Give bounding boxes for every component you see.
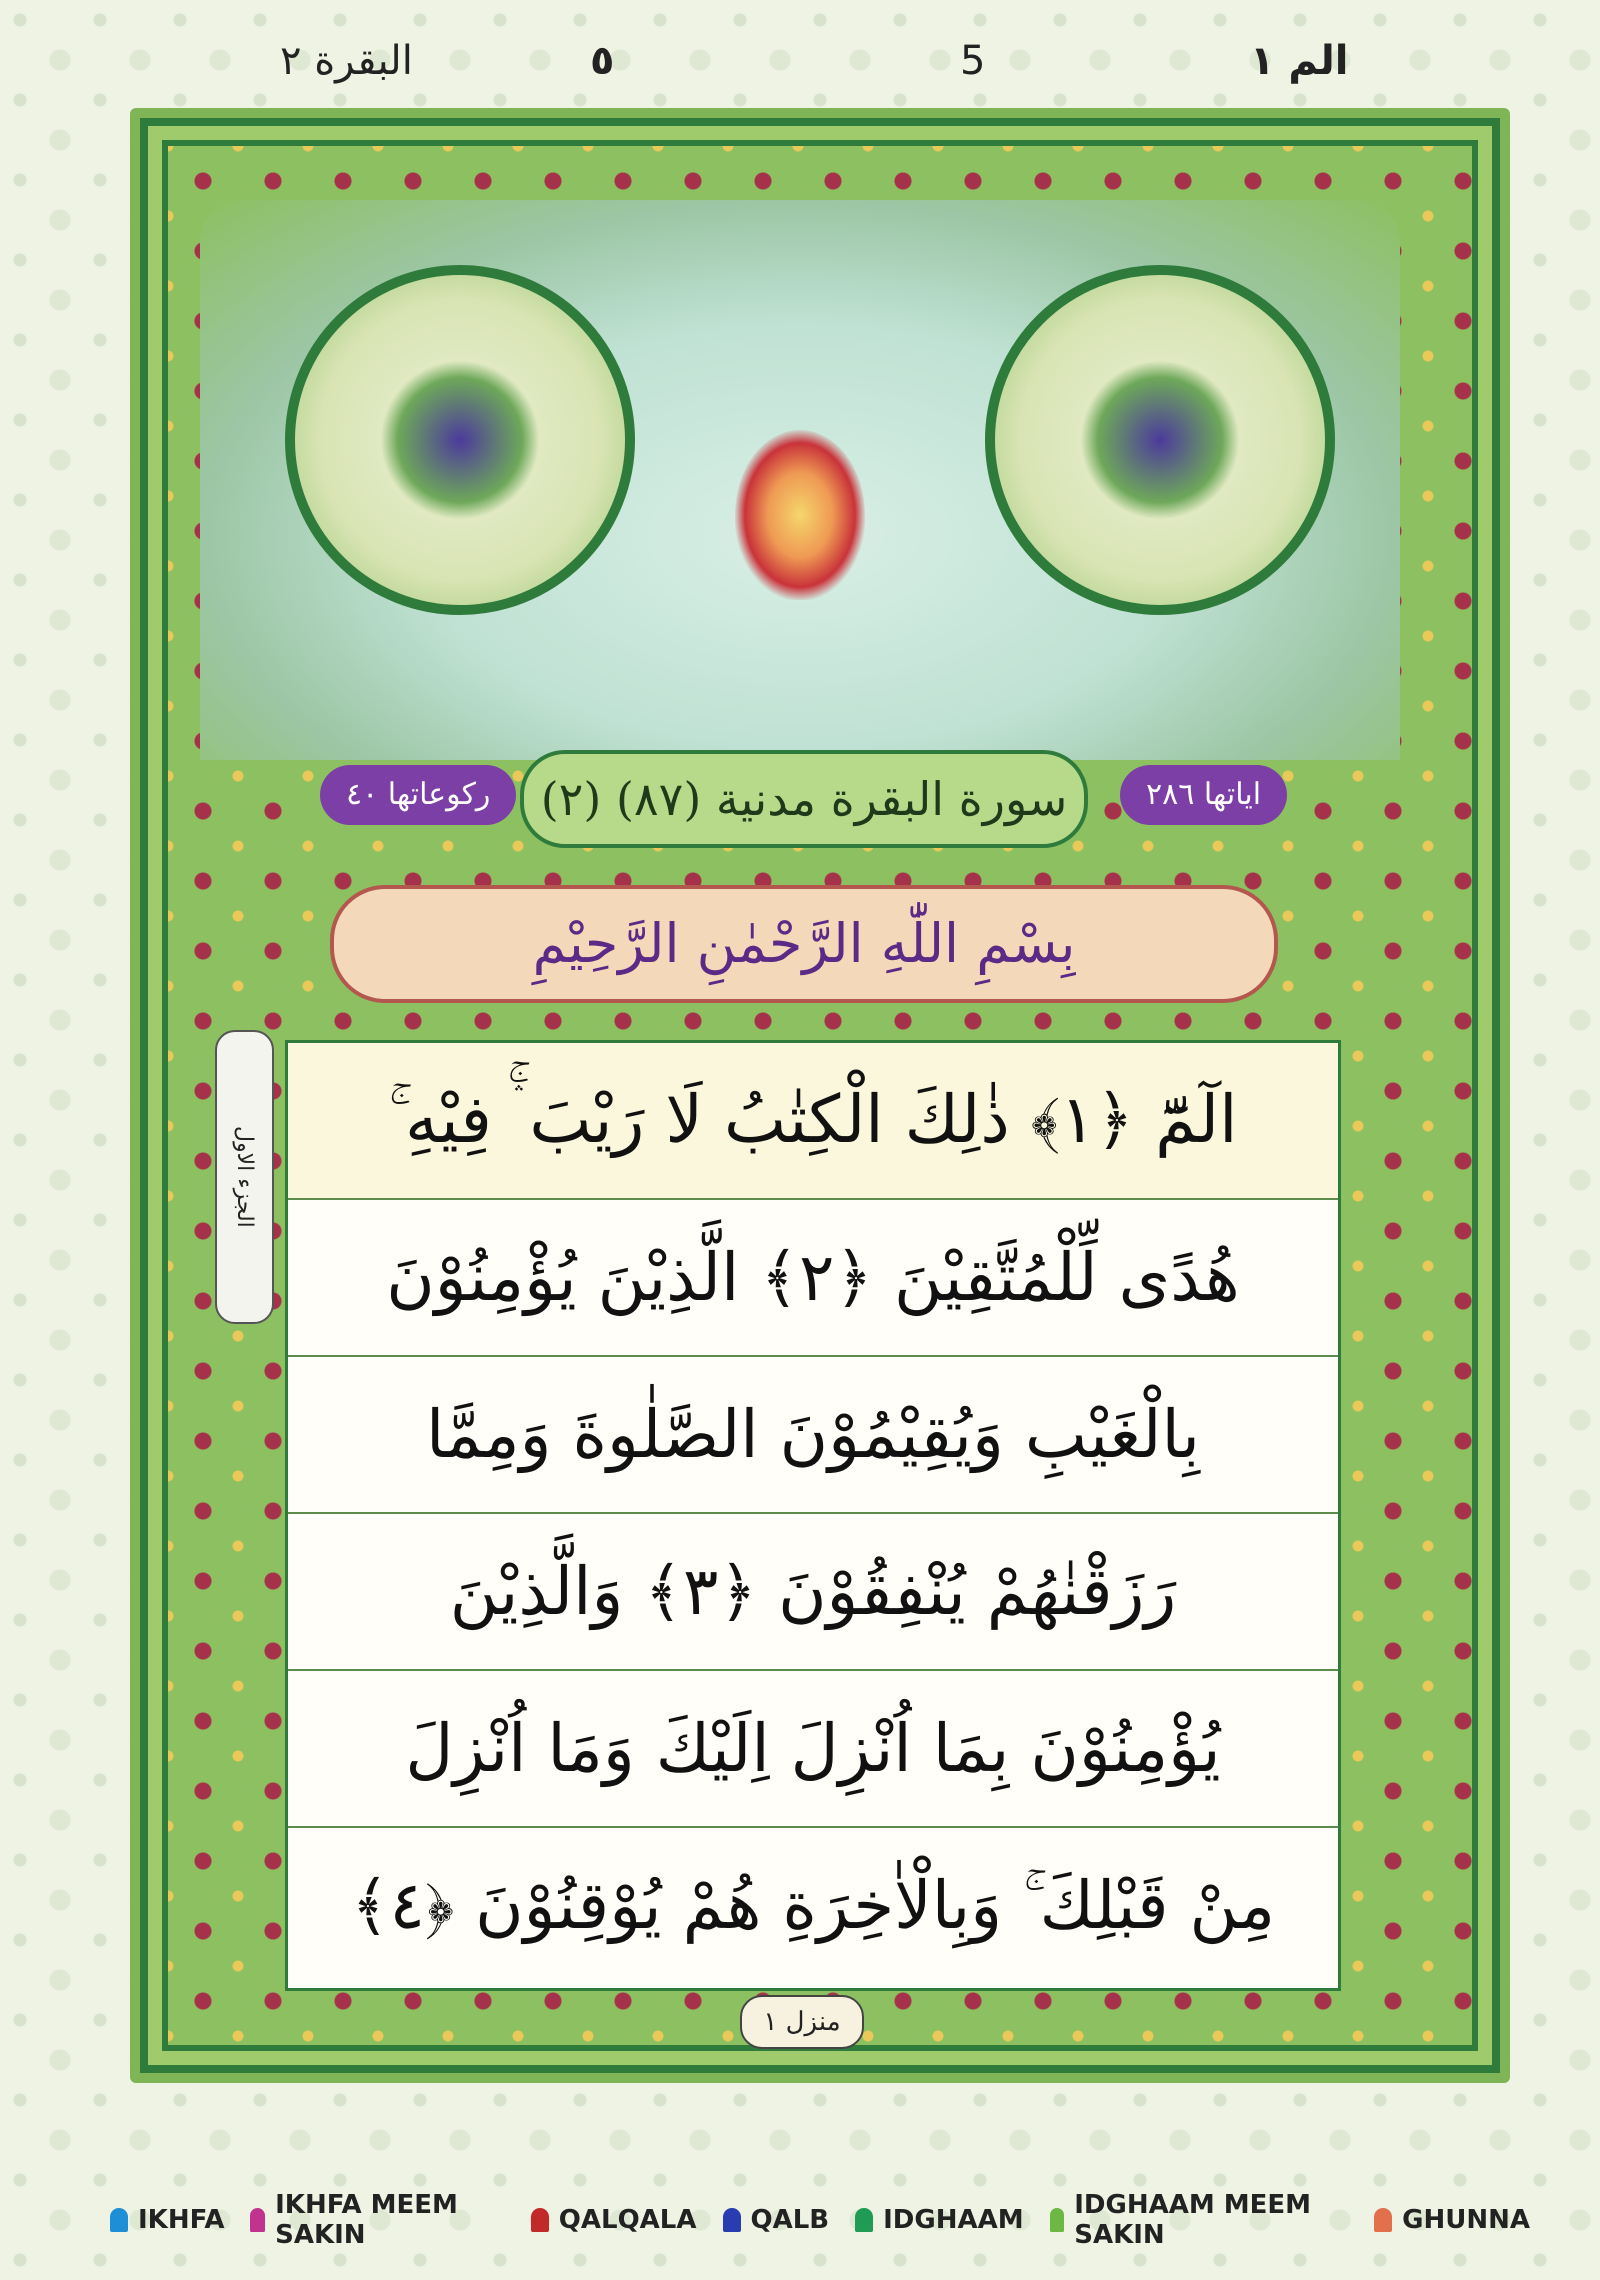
bismillah-banner: بِسْمِ اللّٰهِ الرَّحْمٰنِ الرَّحِيْمِ <box>330 885 1278 1003</box>
left-medallion <box>285 265 635 615</box>
quran-text-area <box>285 1040 1341 1991</box>
verse-line: هُدًى لِّلْمُتَّقِيْنَ ﴿٢﴾ الَّذِيْنَ يُؤْمِنُوْنَ <box>288 1200 1338 1357</box>
verse-line: يُؤْمِنُوْنَ بِمَا اُنْزِلَ اِلَيْكَ وَمَا اُنْزِلَ <box>288 1671 1338 1828</box>
rukus-badge: ركوعاتها ٤٠ <box>320 765 516 825</box>
right-medallion <box>985 265 1335 615</box>
legend-item-idghaam: IDGHAAM <box>855 2205 1023 2235</box>
qalqala-swatch-icon <box>531 2208 549 2232</box>
header-page-number-arabic: ٥ <box>590 38 615 84</box>
surah-title: (٢) سورة البقرة مدنية (٨٧) <box>520 750 1088 848</box>
idghaam-swatch-icon <box>855 2208 873 2232</box>
ghunna-swatch-icon <box>1374 2208 1392 2232</box>
verse-line: الٓمّٓ ﴿١﴾ ذٰلِكَ الْكِتٰبُ لَا رَيْبَ ۛۚ فِيْهِ ۚ <box>288 1043 1338 1200</box>
ikhfa-meem-sakin-swatch-icon <box>250 2208 265 2232</box>
central-flower-ornament <box>735 430 865 600</box>
ikhfa-swatch-icon <box>110 2208 128 2232</box>
legend-item-qalqala: QALQALA <box>531 2205 697 2235</box>
qalb-swatch-icon <box>723 2208 741 2232</box>
legend-item-ikhfa: IKHFA <box>110 2205 224 2235</box>
header-juz-name: الم ١ <box>1250 38 1349 84</box>
manzil-marker: منزل ١ <box>740 1995 864 2049</box>
side-juz-marker: الجزء الاول <box>215 1030 274 1324</box>
page-header <box>260 38 1360 98</box>
verse-line: مِنْ قَبْلِكَ ۚ وَبِالْاٰخِرَةِ هُمْ يُوْقِنُوْنَ ﴿٤﴾ <box>350 1867 1276 1944</box>
header-surah-name: البقرة ٢ <box>280 38 413 84</box>
idghaam-meem-sakin-swatch-icon <box>1050 2208 1065 2232</box>
ayat-badge: اياتها ٢٨٦ <box>1120 765 1287 825</box>
legend-item-qalb: QALB <box>723 2205 830 2235</box>
legend-item-ikhfa-meem-sakin: IKHFA MEEM SAKIN <box>250 2190 504 2250</box>
legend-item-idghaam-meem-sakin: IDGHAAM MEEM SAKIN <box>1050 2190 1349 2250</box>
verse-line: بِالْغَيْبِ وَيُقِيْمُوْنَ الصَّلٰوةَ وَمِمَّا <box>288 1357 1338 1514</box>
tajweed-legend <box>110 2190 1530 2250</box>
verse-line: رَزَقْنٰهُمْ يُنْفِقُوْنَ ﴿٣﴾ وَالَّذِيْنَ <box>288 1514 1338 1671</box>
header-page-number: 5 <box>960 38 986 84</box>
legend-item-ghunna: GHUNNA <box>1374 2205 1530 2235</box>
